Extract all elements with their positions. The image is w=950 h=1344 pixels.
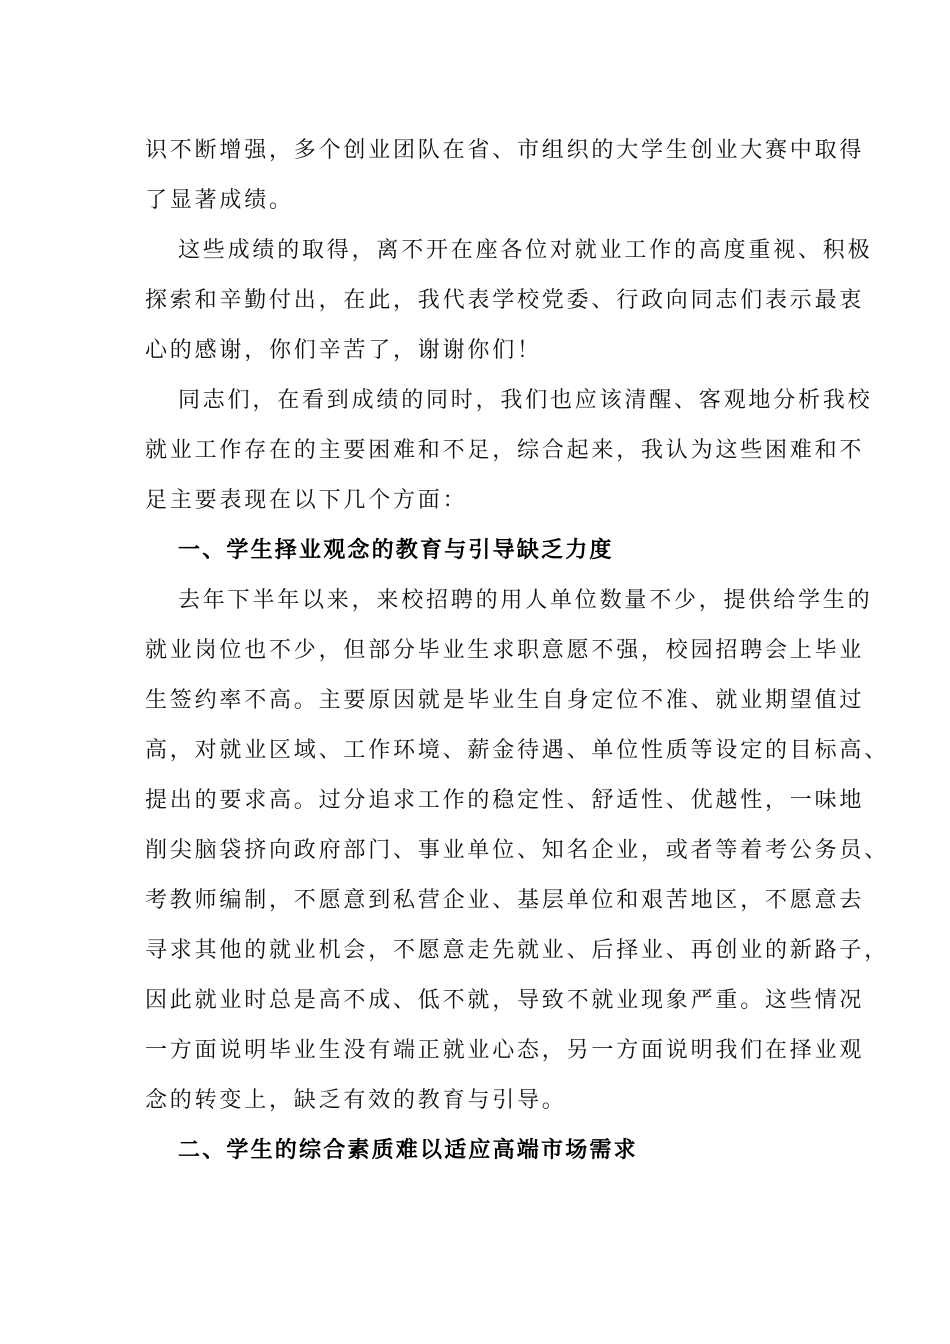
paragraph-line: 心的感谢，你们辛苦了，谢谢你们！ [145,338,542,363]
paragraph-line: 考教师编制，不愿意到私营企业、基层单位和艰苦地区，不愿意去 [145,888,865,913]
paragraph-line: 寻求其他的就业机会，不愿意走先就业、后择业、再创业的新路子， [145,938,890,963]
paragraph-line: 因此就业时总是高不成、低不就，导致不就业现象严重。这些情况 [145,988,865,1013]
paragraph-line: 一方面说明毕业生没有端正就业心态，另一方面说明我们在择业观 [145,1038,865,1063]
paragraph-line: 了显著成绩。 [145,188,294,213]
paragraph-line: 削尖脑袋挤向政府部门、事业单位、知名企业，或者等着考公务员、 [145,838,890,863]
paragraph-line: 探索和辛勤付出，在此，我代表学校党委、行政向同志们表示最衷 [145,288,865,313]
section-heading: 一、学生择业观念的教育与引导缺乏力度 [178,538,614,563]
paragraph-line: 去年下半年以来，来校招聘的用人单位数量不少，提供给学生的 [178,588,873,613]
paragraph-line: 这些成绩的取得，离不开在座各位对就业工作的高度重视、积极 [178,238,873,263]
paragraph-line: 高，对就业区域、工作环境、薪金待遇、单位性质等设定的目标高、 [145,738,890,763]
paragraph-line: 就业工作存在的主要困难和不足，综合起来，我认为这些困难和不 [145,438,865,463]
paragraph-line: 生签约率不高。主要原因就是毕业生自身定位不准、就业期望值过 [145,688,865,713]
paragraph-line: 同志们，在看到成绩的同时，我们也应该清醒、客观地分析我校 [178,388,873,413]
paragraph-line: 念的转变上，缺乏有效的教育与引导。 [145,1088,567,1113]
paragraph-line: 就业岗位也不少，但部分毕业生求职意愿不强，校园招聘会上毕业 [145,638,865,663]
paragraph-line: 识不断增强，多个创业团队在省、市组织的大学生创业大赛中取得 [145,138,865,163]
paragraph-line: 足主要表现在以下几个方面： [145,488,468,513]
section-heading: 二、学生的综合素质难以适应高端市场需求 [178,1138,638,1163]
paragraph-line: 提出的要求高。过分追求工作的稳定性、舒适性、优越性，一味地 [145,788,865,813]
